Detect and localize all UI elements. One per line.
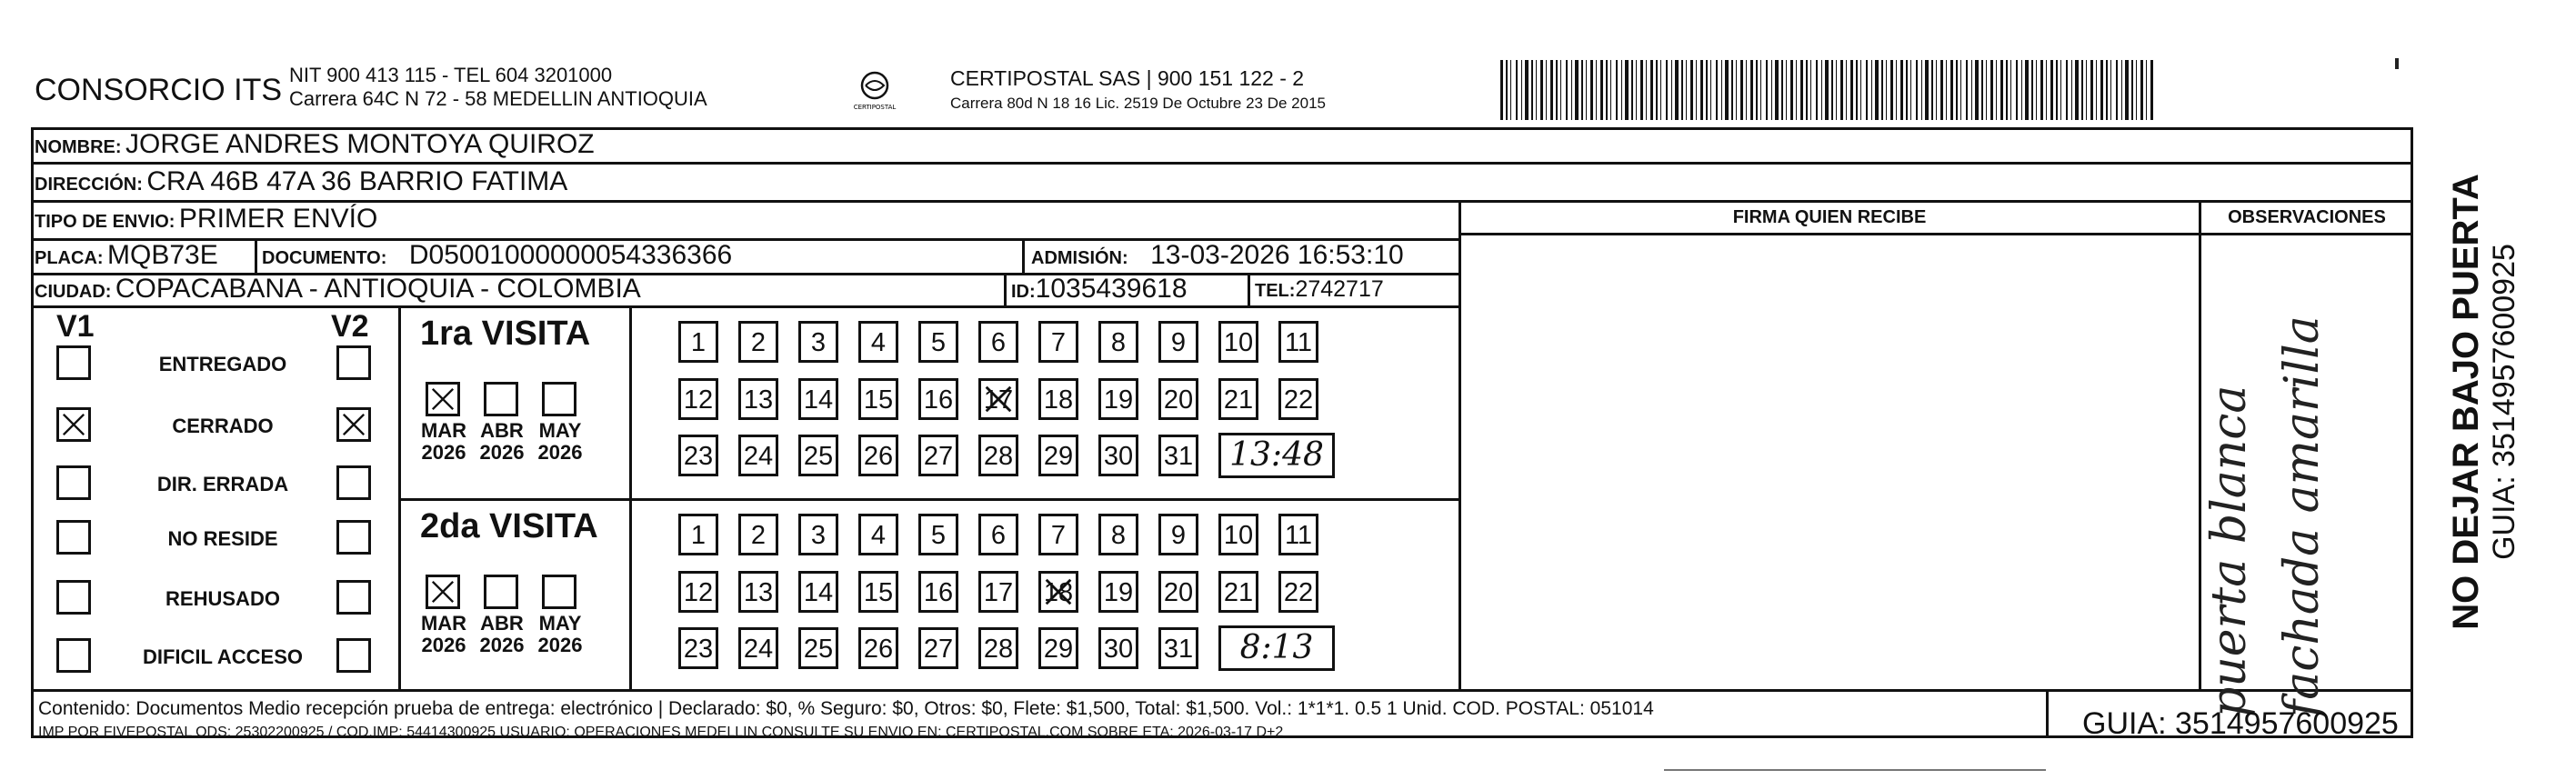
day-box-11[interactable]: 11	[1278, 321, 1318, 363]
tel-cell	[1255, 276, 1384, 303]
courier-address: Carrera 80d N 18 16 Lic. 2519 De Octubre 23 De 2015	[950, 95, 1326, 112]
observaciones-handwriting	[2193, 299, 2339, 717]
direccion-value: CRA 46B 47A 36 BARRIO FATIMA	[146, 166, 568, 196]
day-box-29[interactable]: 29	[1038, 435, 1078, 476]
tipo-value: PRIMER ENVÍO	[178, 204, 378, 234]
observaciones-header: OBSERVACIONES	[2228, 207, 2386, 227]
side-label	[2426, 136, 2544, 682]
status-label: DIR. ERRADA	[156, 473, 289, 495]
month-label	[475, 420, 529, 464]
day-box-25[interactable]: 25	[798, 435, 838, 476]
admision-label: ADMISIÓN:	[1031, 248, 1128, 268]
day-box-1[interactable]: 1	[678, 321, 718, 363]
day-box-19[interactable]: 19	[1098, 571, 1138, 613]
day-box-13[interactable]: 13	[738, 378, 778, 420]
company-name: CONSORCIO ITS	[35, 73, 283, 107]
day-box-5[interactable]: 5	[918, 514, 958, 555]
row-divider	[31, 305, 1458, 308]
v2-checkbox[interactable]	[336, 638, 371, 673]
admision-value: 13-03-2026 16:53:10	[1150, 240, 1404, 270]
day-box-15[interactable]: 15	[858, 378, 898, 420]
day-box-22[interactable]: 22	[1278, 378, 1318, 420]
logo-caption: CERTIPOSTAL	[853, 104, 897, 111]
day-box-13[interactable]: 13	[738, 571, 778, 613]
v2-header: V2	[331, 309, 369, 344]
day-box-28[interactable]: 28	[978, 435, 1018, 476]
direccion-label: DIRECCIÓN:	[35, 175, 143, 195]
month-label	[475, 613, 529, 656]
courier-line: CERTIPOSTAL SAS | 900 151 122 - 2	[950, 66, 1305, 90]
day-box-7[interactable]: 7	[1038, 321, 1078, 363]
documento-cell	[262, 240, 732, 271]
v2-checkbox[interactable]	[336, 345, 371, 380]
visit-title: 1ra VISITA	[420, 315, 591, 353]
signature-area[interactable]	[1461, 235, 2198, 688]
footer-content-line: Contenido: Documentos Medio recepción prueba de entrega: electrónico | Declarado: $0, % Seguro: $0, Otros: $0, Flete: $1,500, Total: $1,500. Vol.: 1*1*1. 0.5 1 Unid. COD. POSTAL: 051014	[38, 698, 1654, 719]
day-check-mark	[981, 381, 1016, 417]
day-box-9[interactable]: 9	[1158, 514, 1198, 555]
month-name: MAY	[538, 612, 582, 635]
day-box-10[interactable]: 10	[1218, 514, 1258, 555]
day-box-19[interactable]: 19	[1098, 378, 1138, 420]
day-box-21[interactable]: 21	[1218, 571, 1258, 613]
day-box-17[interactable]: 17	[978, 571, 1018, 613]
obs-line-2: fachada amarilla	[2275, 315, 2330, 717]
day-box-23[interactable]: 23	[678, 627, 718, 669]
month-checkbox-may[interactable]	[542, 575, 576, 609]
tipo-row	[35, 204, 377, 235]
firma-header: FIRMA QUIEN RECIBE	[1732, 207, 1927, 227]
day-box-5[interactable]: 5	[918, 321, 958, 363]
placa-value: MQB73E	[107, 240, 218, 270]
day-box-14[interactable]: 14	[798, 571, 838, 613]
v1-checkbox[interactable]	[56, 345, 91, 380]
id-value: 1035439618	[1035, 274, 1188, 304]
company-contact	[289, 64, 707, 111]
day-box-17[interactable]: 17	[978, 378, 1018, 420]
v2-checkbox[interactable]	[336, 580, 371, 615]
time-handwritten: 8:13	[1239, 629, 1314, 666]
time-box[interactable]	[1218, 625, 1335, 671]
day-box-27[interactable]: 27	[918, 435, 958, 476]
documento-value: D05001000000054336366	[408, 240, 733, 270]
day-box-12[interactable]: 12	[678, 378, 718, 420]
cell-divider	[1248, 275, 1250, 305]
visit-title: 2da VISITA	[420, 507, 598, 545]
day-box-22[interactable]: 22	[1278, 571, 1318, 613]
address-line: Carrera 64C N 72 - 58 MEDELLIN ANTIOQUIA	[289, 87, 707, 110]
v1-checkbox[interactable]	[56, 465, 91, 500]
month-year: 2026	[479, 634, 525, 656]
time-box[interactable]	[1218, 433, 1335, 478]
v1-checkbox[interactable]	[56, 580, 91, 615]
day-box-4[interactable]: 4	[858, 514, 898, 555]
side-warning: NO DEJAR BAJO PUERTA	[2446, 174, 2486, 630]
day-box-9[interactable]: 9	[1158, 321, 1198, 363]
month-label	[416, 420, 471, 464]
day-box-8[interactable]: 8	[1098, 321, 1138, 363]
month-checkbox-mar[interactable]	[426, 382, 460, 416]
month-label	[533, 613, 587, 656]
day-box-23[interactable]: 23	[678, 435, 718, 476]
v1-checkbox[interactable]	[56, 520, 91, 555]
day-box-7[interactable]: 7	[1038, 514, 1078, 555]
month-name: MAY	[538, 419, 582, 442]
barcode	[1500, 60, 2155, 120]
admision-cell	[1031, 240, 1404, 271]
month-year: 2026	[479, 441, 525, 464]
day-box-21[interactable]: 21	[1218, 378, 1258, 420]
day-box-25[interactable]: 25	[798, 627, 838, 669]
day-box-29[interactable]: 29	[1038, 627, 1078, 669]
ciudad-cell	[35, 274, 641, 305]
row-divider	[31, 162, 2413, 165]
status-label: REHUSADO	[165, 587, 280, 610]
month-name: ABR	[480, 419, 524, 442]
month-name: MAR	[420, 612, 467, 635]
month-checkbox-abr[interactable]	[484, 575, 518, 609]
day-box-16[interactable]: 16	[918, 571, 958, 613]
day-box-11[interactable]: 11	[1278, 514, 1318, 555]
ciudad-value: COPACABANA - ANTIOQUIA - COLOMBIA	[115, 274, 641, 304]
tel-value: 2742717	[1295, 276, 1384, 302]
certipostal-logo	[850, 67, 899, 116]
v1-header: V1	[56, 309, 95, 344]
day-box-1[interactable]: 1	[678, 514, 718, 555]
month-name: MAR	[420, 419, 467, 442]
status-label: DIFICIL ACCESO	[142, 645, 303, 668]
day-box-20[interactable]: 20	[1158, 571, 1198, 613]
status-label: ENTREGADO	[158, 353, 287, 375]
month-name: ABR	[480, 612, 524, 635]
time-handwritten: 13:48	[1229, 436, 1324, 474]
footer-divider	[31, 689, 2413, 692]
documento-label: DOCUMENTO:	[262, 248, 387, 268]
nombre-value: JORGE ANDRES MONTOYA QUIROZ	[125, 129, 595, 159]
day-box-27[interactable]: 27	[918, 627, 958, 669]
tel-label: TEL:	[1255, 281, 1296, 301]
month-year: 2026	[421, 441, 466, 464]
v2-checkbox[interactable]	[336, 407, 371, 442]
day-box-24[interactable]: 24	[738, 435, 778, 476]
day-box-15[interactable]: 15	[858, 571, 898, 613]
v2-checkbox[interactable]	[336, 465, 371, 500]
v1-checkbox[interactable]	[56, 407, 91, 442]
observaciones-area	[2200, 235, 2411, 717]
id-label: ID:	[1011, 282, 1036, 302]
day-box-6[interactable]: 6	[978, 514, 1018, 555]
side-guia: GUIA: 3514957600925	[2487, 244, 2521, 560]
nombre-label: NOMBRE:	[35, 137, 122, 157]
cell-divider	[1022, 240, 1025, 273]
direccion-row	[35, 166, 567, 197]
day-box-3[interactable]: 3	[798, 514, 838, 555]
row-divider	[31, 200, 2413, 203]
day-box-10[interactable]: 10	[1218, 321, 1258, 363]
day-box-28[interactable]: 28	[978, 627, 1018, 669]
month-checkbox-may[interactable]	[542, 382, 576, 416]
month-checkbox-abr[interactable]	[484, 382, 518, 416]
day-box-30[interactable]: 30	[1098, 435, 1138, 476]
footer-guia: GUIA: 3514957600925	[2082, 706, 2399, 741]
day-box-2[interactable]: 2	[738, 514, 778, 555]
cell-divider	[2046, 691, 2049, 738]
v1-checkbox[interactable]	[56, 638, 91, 673]
day-box-26[interactable]: 26	[858, 435, 898, 476]
day-box-24[interactable]: 24	[738, 627, 778, 669]
visit-divider	[398, 498, 1458, 501]
day-box-6[interactable]: 6	[978, 321, 1018, 363]
status-label: NO RESIDE	[167, 527, 278, 550]
nit-line: NIT 900 413 115 - TEL 604 3201000	[289, 64, 613, 86]
day-box-3[interactable]: 3	[798, 321, 838, 363]
day-box-18[interactable]: 18	[1038, 571, 1078, 613]
id-cell	[1011, 274, 1188, 305]
day-box-20[interactable]: 20	[1158, 378, 1198, 420]
month-year: 2026	[537, 634, 583, 656]
v2-checkbox[interactable]	[336, 520, 371, 555]
day-check-mark	[1041, 574, 1076, 610]
day-box-4[interactable]: 4	[858, 321, 898, 363]
day-box-8[interactable]: 8	[1098, 514, 1138, 555]
cell-divider	[255, 240, 257, 273]
day-box-26[interactable]: 26	[858, 627, 898, 669]
day-box-2[interactable]: 2	[738, 321, 778, 363]
month-checkbox-mar[interactable]	[426, 575, 460, 609]
placa-label: PLACA:	[35, 248, 104, 268]
month-label	[533, 420, 587, 464]
corner-mark	[2395, 58, 2399, 69]
tipo-label: TIPO DE ENVIO:	[35, 212, 175, 232]
courier-info	[950, 65, 1326, 116]
status-label: CERRADO	[172, 415, 274, 437]
day-box-30[interactable]: 30	[1098, 627, 1138, 669]
day-box-14[interactable]: 14	[798, 378, 838, 420]
bottom-rule	[1664, 769, 2046, 771]
day-box-16[interactable]: 16	[918, 378, 958, 420]
placa-cell	[35, 240, 218, 271]
footer-print-line: IMP POR FIVEPOSTAL ODS: 25302200925 / COD.IMP: 54414300925 USUARIO: OPERACIONES MEDELLIN CONSULTE SU ENVIO EN: CERTIPOSTAL.COM SOBRE ETA: 2026-03-17 D+2	[38, 725, 1284, 740]
day-box-31[interactable]: 31	[1158, 435, 1198, 476]
day-box-31[interactable]: 31	[1158, 627, 1198, 669]
side-rotated	[2446, 129, 2522, 675]
day-box-18[interactable]: 18	[1038, 378, 1078, 420]
month-year: 2026	[537, 441, 583, 464]
ciudad-label: CIUDAD:	[35, 282, 112, 302]
nombre-row	[35, 129, 595, 160]
month-year: 2026	[421, 634, 466, 656]
obs-line-1: puerta blanca	[2202, 385, 2257, 717]
day-box-12[interactable]: 12	[678, 571, 718, 613]
cell-divider	[1004, 275, 1007, 305]
month-label	[416, 613, 471, 656]
